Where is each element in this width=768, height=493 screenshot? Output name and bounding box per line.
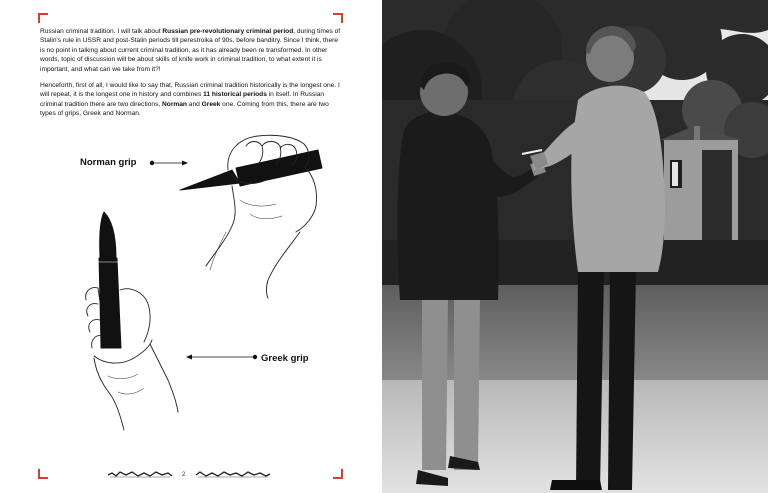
paragraph-text: , during times of Stalin's rule in USSR and post-Stalin periods till perestroika of 90s, before banditry. Since I think, there is no point in talking about current criminal tradition, as it has already been re transformed. In other words, topic of discussion will be about skills of knife work in criminal tradition, to what extent it is important, and what can we take from it?! [40, 28, 341, 73]
left-page [0, 0, 382, 493]
paragraph-text: one. Coming from this, there are two types of grips, Greek and Norman. [40, 100, 329, 118]
paragraph-text: and [186, 100, 202, 108]
greek-grip-label: Greek grip [261, 353, 309, 364]
greek-grip-hand-drawing [86, 212, 178, 430]
paragraph-text: Henceforth, first of all, I would like to say that, Russian criminal tradition historically is the longest one. I will repeat, it is the longest one in history and combines [40, 82, 340, 99]
paragraph-bold-text: Norman [162, 100, 187, 108]
greek-pointer-arrow [186, 355, 257, 360]
paragraph-bold-text: 11 historical periods [203, 91, 267, 99]
photograph-two-men [382, 0, 768, 493]
right-page-photo [382, 0, 768, 493]
paragraph-bold-text: Greek [201, 100, 221, 108]
norman-pointer-arrow [150, 161, 188, 166]
paragraph-bold-text: Russian pre-revolutionary criminal period [162, 28, 294, 35]
norman-grip-label: Norman grip [80, 157, 137, 168]
paragraph-text: in itself. In Russian criminal tradition there are two directions, [40, 91, 325, 108]
footer-decoration [108, 472, 270, 477]
paragraph-text: Russian criminal tradition. I will talk about [40, 28, 163, 35]
page-number: 2 [182, 472, 186, 478]
norman-grip-hand-drawing [180, 135, 322, 298]
knife-grip-illustration [0, 0, 382, 493]
